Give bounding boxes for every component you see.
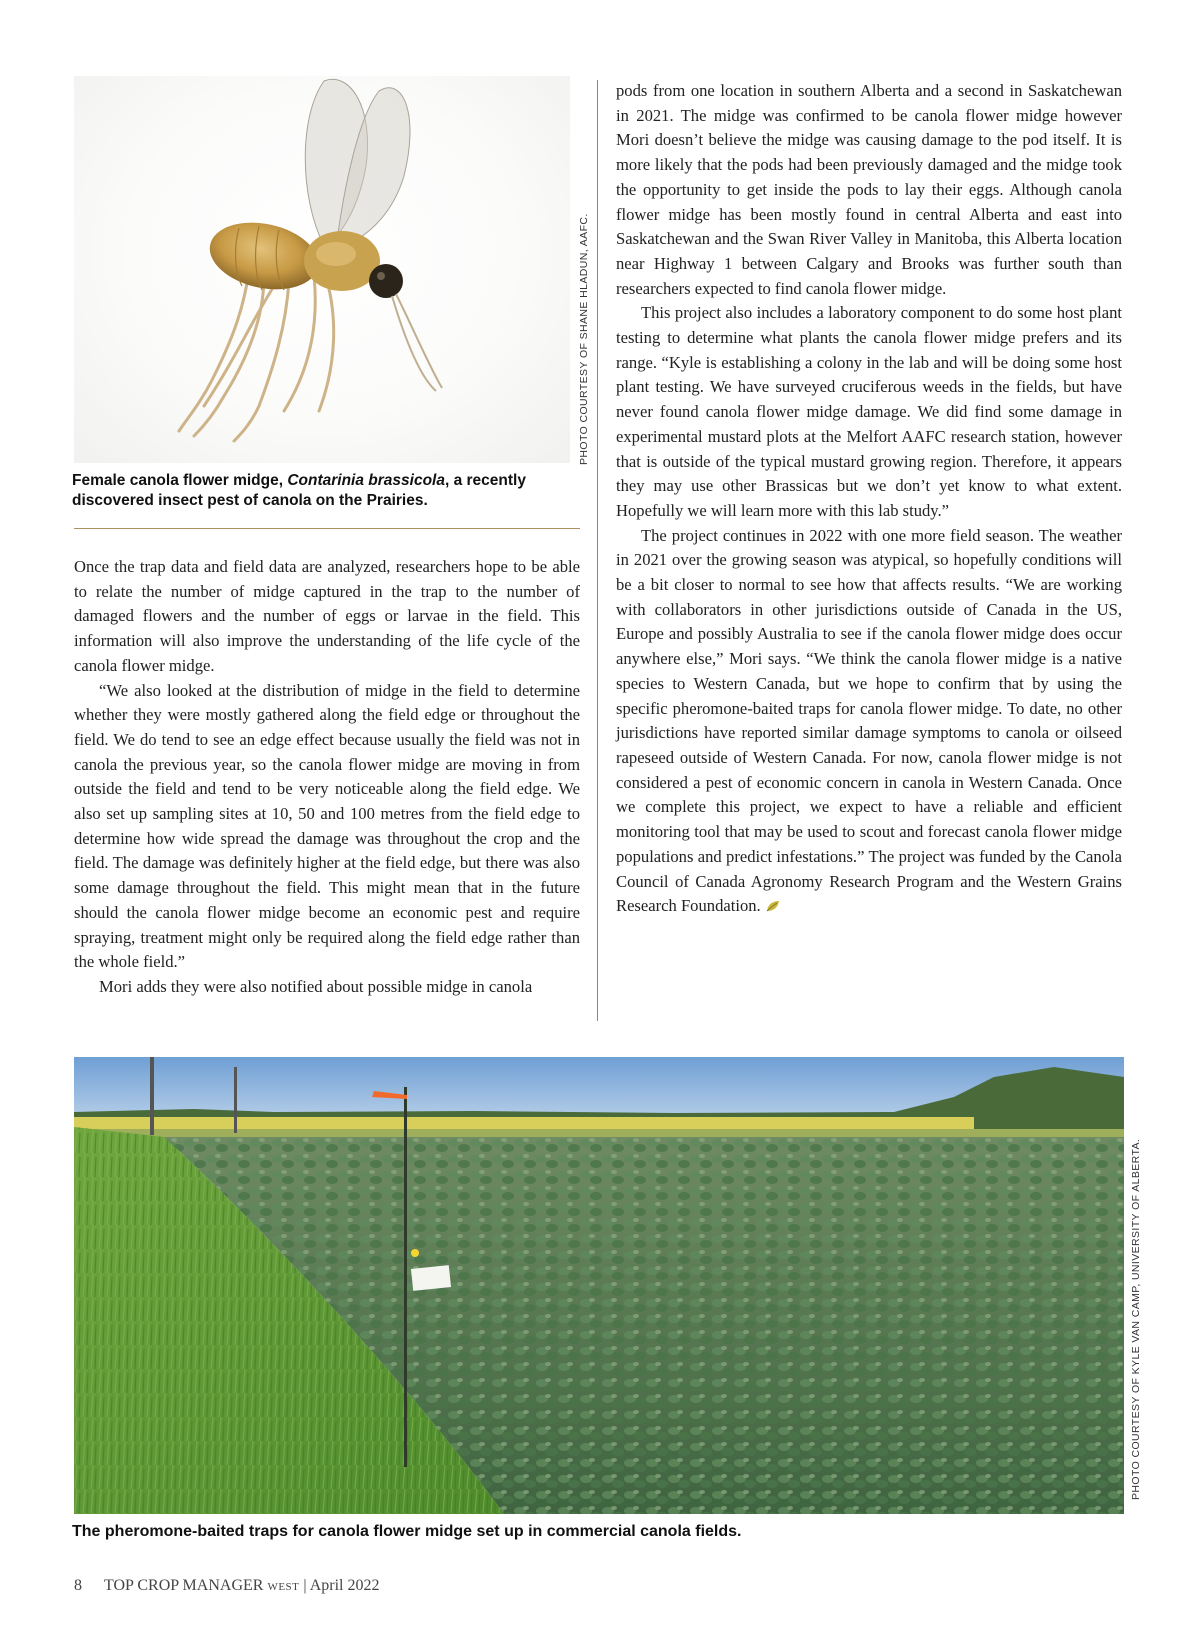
caption-text-suffix: , a recently discovered insect pest of canola on the Prairies. — [72, 472, 526, 509]
article-paragraph: Once the trap data and field data are analyzed, researchers hope to be able to relate the number of midge captured in the trap to the number of damaged flowers and the number of eggs or larvae in the field. This information will also improve the understanding of the life cycle of the canola flower midge. — [74, 557, 580, 675]
article-paragraph: “We also looked at the distribution of midge in the field to determine whether they were mostly gathered along the field edge or throughout the field. We do tend to see an edge effect because usually the field was not in canola the previous year, so the canola flower midge are moving in from outside the field and tend to be very noticeable along the field edge. We also set up sampling sites at 10, 50 and 100 metres from the field edge to determine how wide spread the damage was throughout the crop and the field. The damage was definitely higher at the field edge, but there was also some damage throughout the field. This might mean that in the future should the canola flower midge become an economic pest and require spraying, treatment might only be required along the field edge rather than the whole field.” — [74, 680, 580, 972]
photo-credit-bottom: PHOTO COURTESY OF KYLE VAN CAMP, UNIVERSITY OF ALBERTA. — [1130, 1138, 1142, 1500]
article-column-right — [616, 79, 1122, 919]
magazine-name: TOP CROP MANAGER — [104, 1577, 264, 1594]
article-column-left — [74, 555, 580, 1000]
article-paragraph-final — [616, 524, 1122, 919]
page-footer — [74, 1577, 380, 1595]
leaf-end-mark-icon — [765, 899, 781, 913]
article-paragraph: pods from one location in southern Alberta and a second in Saskatchewan in 2021. The midge was confirmed to be canola flower midge however Mori doesn’t believe the midge was causing damage to the pod itself. It is more likely that the pods had been previously damaged and the midge took the opportunity to get inside the pods to lay their eggs. Although canola flower midge has been mostly found in central Alberta and east into Saskatchewan and the Swan River Valley in Manitoba, this Alberta location near Highway 1 between Calgary and Brooks was further south than researchers expected to find canola flower midge. — [616, 81, 1122, 298]
article-paragraph: This project also includes a laboratory component to do some host plant testing to determine what plants the canola flower midge prefers and its range. “Kyle is establishing a colony in the lab and will be doing some host plant testing. We have surveyed cruciferous weeds in the fields, but have never found canola flower midge damage. We did find some damage in experimental mustard plots at the Melfort AAFC research station, however that is outside of the typical mustard growing region. Therefore, it appears they may use other Brassicas but we don’t yet know to what extent. Hopefully we will learn more with this lab study.” — [616, 303, 1122, 520]
caption-text-prefix: Female canola flower midge, — [72, 472, 288, 489]
midge-illustration — [74, 76, 570, 463]
photo-credit-top: PHOTO COURTESY OF SHANE HLADUN, AAFC. — [578, 213, 590, 465]
footer-separator: | — [303, 1577, 307, 1594]
article-paragraph-text: The project continues in 2022 with one more field season. The weather in 2021 over the growing season was atypical, so hopefully conditions will be a bit closer to normal to see how that affects results. “We are working with collaborators in other jurisdictions outside of Canada in the US, Europe and possibly Australia to see if the canola flower midge does occur anywhere else,” Mori says. “We think the canola flower midge is a native species to Western Canada, but we hope to confirm that by using the specific pheromone-baited traps for canola flower midge. To date, no other jurisdictions have reported similar damage symptoms to canola or oilseed rapeseed outside of Western Canada. For now, canola flower midge is not considered a pest of economic concern in canola in Western Canada. Once we complete this project, we expect to have a reliable and efficient monitoring tool that may be used to scout and forecast canola flower midge populations and predict infestations.” The project was funded by the Canola Council of Canada Agronomy Research Program and the Western Grains Research Foundation. — [616, 525, 1122, 916]
canola-field-photo — [74, 1057, 1124, 1514]
photo-caption-top — [72, 471, 582, 511]
midge-photo — [74, 76, 570, 463]
issue-date: April 2022 — [309, 1577, 380, 1594]
photo-caption-bottom: The pheromone-baited traps for canola flower midge set up in commercial canola fields. — [72, 1523, 742, 1540]
page-number: 8 — [74, 1577, 82, 1594]
article-paragraph: Mori adds they were also notified about possible midge in canola — [99, 976, 533, 996]
canola-field-illustration — [74, 1057, 1124, 1514]
column-divider — [597, 80, 598, 1021]
caption-rule — [74, 528, 580, 529]
magazine-edition: WEST — [267, 1581, 300, 1593]
caption-species-name: Contarinia brassicola — [287, 472, 445, 489]
